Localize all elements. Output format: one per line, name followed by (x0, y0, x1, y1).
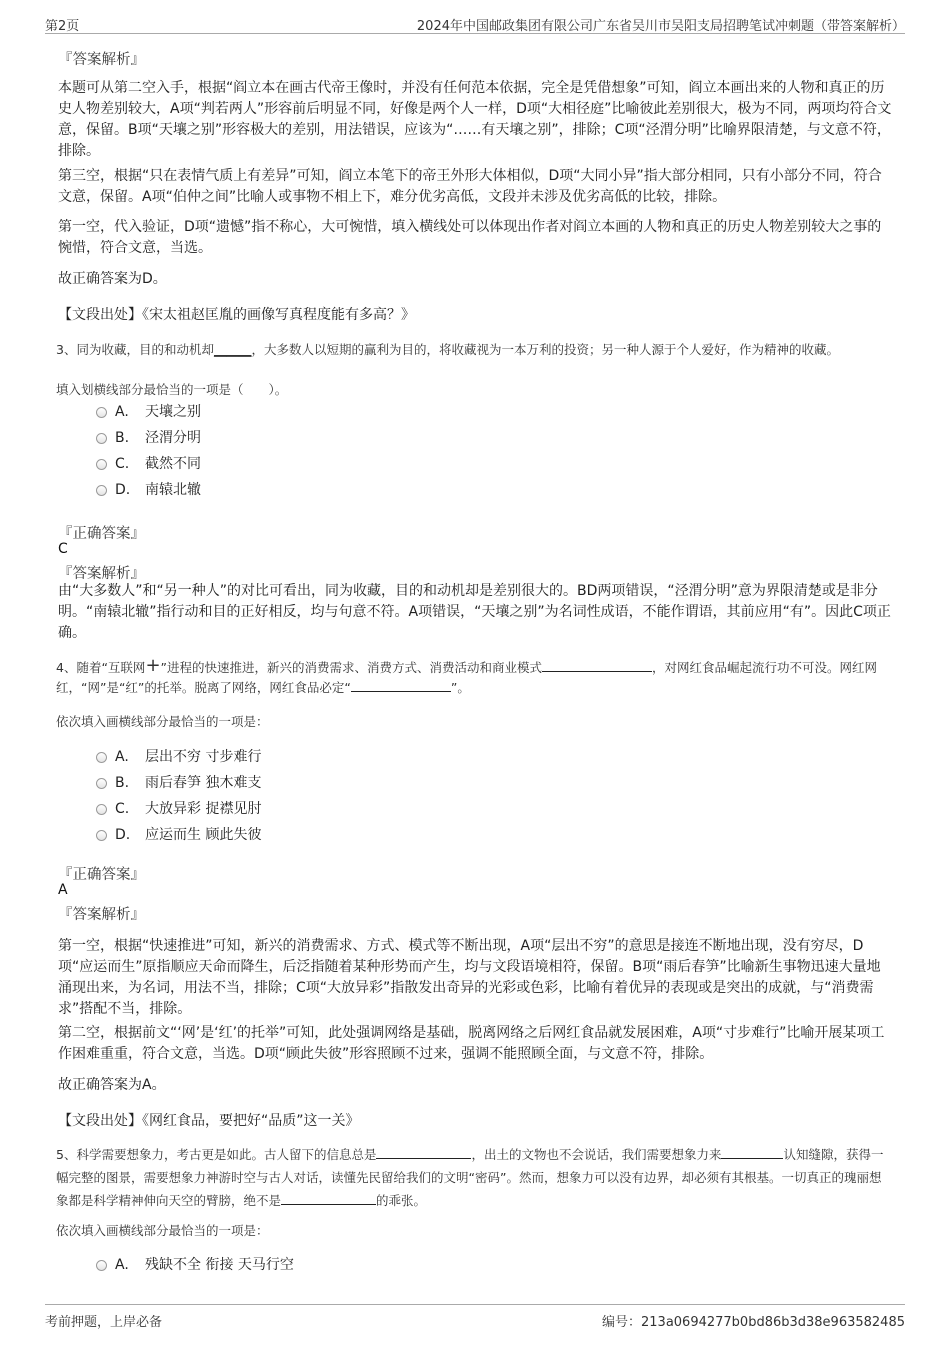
footer-slogan: 考前押题，上岸必备 (45, 1315, 163, 1330)
q5-stem: 5、科学需要想象力，考古更是如此。古人留下的信息总是 ，出土的文物也不会说话，我们需要想象力来 认知缝隙，获得一幅完整的图景，需要想象力神游时空与古人对话，读懂先民留给我们的文明“密码”。然而，想象力可以没有边界，却必须有其根基。一切真正的瑰丽想象都是科学精神伸向天空的臂膀，绝不是 的乖张。 (56, 1147, 884, 1208)
radio-icon[interactable] (96, 752, 107, 763)
q4-option-b[interactable]: B. 雨后春笋 独木难支 (96, 773, 261, 793)
page-number: 第2页 (45, 19, 80, 34)
q5-option-a[interactable]: A. 残缺不全 衔接 天马行空 (96, 1255, 294, 1275)
q4-conclusion: 故正确答案为A。 (58, 1077, 166, 1093)
document-title: 2024年中国邮政集团有限公司广东省吴川市吴阳支局招聘笔试冲刺题（带答案解析） (416, 19, 905, 34)
q4-analysis-p2: 第二空，根据前文“‘网’是‘红’的托举”可知，此处强调网络是基础，脱离网络之后网红食品就发展困难，A项“寸步难行”比喻开展某项工作困难重重，符合文意，当选。D项“顾此失彼”形容照顾不过来，强调不能照顾全面，与文意不符，排除。 (58, 1025, 885, 1062)
plus-symbol: + (145, 655, 161, 676)
q4-source: 【文段出处】《网红食品，要把好“品质”这一关》 (58, 1113, 360, 1129)
radio-icon[interactable] (96, 1260, 107, 1271)
q3-correct-label: 『正确答案』 (58, 526, 145, 542)
q4-blank-1 (542, 659, 652, 672)
q4-option-c[interactable]: C. 大放异彩 捉襟见肘 (96, 799, 261, 819)
q5-prompt: 依次填入画横线部分最恰当的一项是： (56, 1223, 269, 1238)
page-header (45, 13, 905, 34)
document-code: 编号：213a0694277b0bd86b3d38e963582485 (601, 1315, 905, 1330)
q3-stem: 3、同为收藏，目的和动机却______，大多数人以短期的赢利为目的，将收藏视为一本万利的投资；另一种人源于个人爱好，作为精神的收藏。 (56, 342, 839, 357)
q3-correct-answer: C (58, 541, 68, 557)
q3-option-b[interactable]: B. 泾渭分明 (96, 428, 201, 448)
radio-icon[interactable] (96, 407, 107, 418)
q4-prompt: 依次填入画横线部分最恰当的一项是： (56, 714, 269, 729)
radio-icon[interactable] (96, 830, 107, 841)
q2-analysis-p3: 第一空，代入验证，D项“遗憾”指不称心，大可惋惜，填入横线处可以体现出作者对阎立本画的人物和真正的历史人物差别较大之事的惋惜，符合文意，当选。 (58, 219, 882, 256)
q2-source: 【文段出处】《宋太祖赵匡胤的画像写真程度能有多高？》 (58, 307, 415, 323)
q3-option-a[interactable]: A. 天壤之别 (96, 402, 201, 422)
q3-option-d[interactable]: D. 南辕北辙 (96, 480, 201, 500)
q4-stem: 4、随着“互联网+”进程的快速推进，新兴的消费需求、消费方式、消费活动和商业模式 ，对网红食品崛起流行功不可没。网红网红，“网”是“红”的托举。脱离了网络，网红食品必定“ ”。 (56, 655, 878, 695)
q4-option-a[interactable]: A. 层出不穷 寸步难行 (96, 747, 261, 767)
page-footer (45, 1304, 905, 1331)
q3-analysis: 由“大多数人”和“另一种人”的对比可看出，同为收藏，目的和动机却是差别很大的。BD两项错误，“泾渭分明”意为界限清楚或是非分明。“南辕北辙”指行动和目的正好相反，均与句意不符。A项错误，“天壤之别”为名词性成语，不能作谓语，其前应用“有”。因此C项正确。 (58, 583, 891, 641)
q5-blank-2 (721, 1146, 783, 1159)
q3-analysis-label: 『答案解析』 (58, 566, 145, 582)
radio-icon[interactable] (96, 459, 107, 470)
q3-blank: ______ (213, 342, 252, 357)
q2-analysis-label: 『答案解析』 (58, 52, 145, 68)
q4-blank-2 (351, 679, 451, 692)
q3-prompt: 填入划横线部分最恰当的一项是（ ）。 (56, 382, 288, 397)
radio-icon[interactable] (96, 433, 107, 444)
q2-analysis-p1: 本题可从第二空入手，根据“阎立本在画古代帝王像时，并没有任何范本依据，完全是凭借想象”可知，阎立本画出来的人物和真正的历史人物差别较大，A项“判若两人”形容前后明显不同，好像是两个人一样，D项“大相径庭”比喻彼此差别很大，极为不同，两项均符合文意，保留。B项“天壤之别”形容极大的差别，用法错误，应该为“……有天壤之别”，排除；C项“泾渭分明”比喻界限清楚，与文意不符，排除。 (58, 80, 892, 159)
q4-analysis-p1: 第一空，根据“快速推进”可知，新兴的消费需求、方式、模式等不断出现，A项“层出不穷”的意思是接连不断地出现，没有穷尽，D项“应运而生”原指顺应天命而降生，后泛指随着某种形势而产生，均与文段语境相符，保留。B项“雨后春笋”比喻新生事物迅速大量地涌现出来，为名词，用法不当，排除；C项“大放异彩”指散发出奇异的光彩或色彩，比喻有着优异的表现或是突出的成就，与“消费需求”搭配不当，排除。 (58, 938, 881, 1017)
q3-option-c[interactable]: C. 截然不同 (96, 454, 201, 474)
q4-correct-label: 『正确答案』 (58, 867, 145, 883)
radio-icon[interactable] (96, 778, 107, 789)
q5-blank-1 (376, 1146, 471, 1159)
q4-analysis-label: 『答案解析』 (58, 907, 145, 923)
radio-icon[interactable] (96, 485, 107, 496)
q5-blank-3 (281, 1192, 376, 1205)
q2-conclusion: 故正确答案为D。 (58, 271, 167, 287)
q4-correct-answer: A (58, 882, 68, 898)
q4-option-d[interactable]: D. 应运而生 顾此失彼 (96, 825, 261, 845)
q2-analysis-p2: 第三空，根据“只在表情气质上有差异”可知，阎立本笔下的帝王外形大体相似，D项“大同小异”指大部分相同，只有小部分不同，符合文意，保留。A项“伯仲之间”比喻人或事物不相上下，难分优劣高低，文段并未涉及优劣高低的比较，排除。 (58, 168, 882, 205)
radio-icon[interactable] (96, 804, 107, 815)
